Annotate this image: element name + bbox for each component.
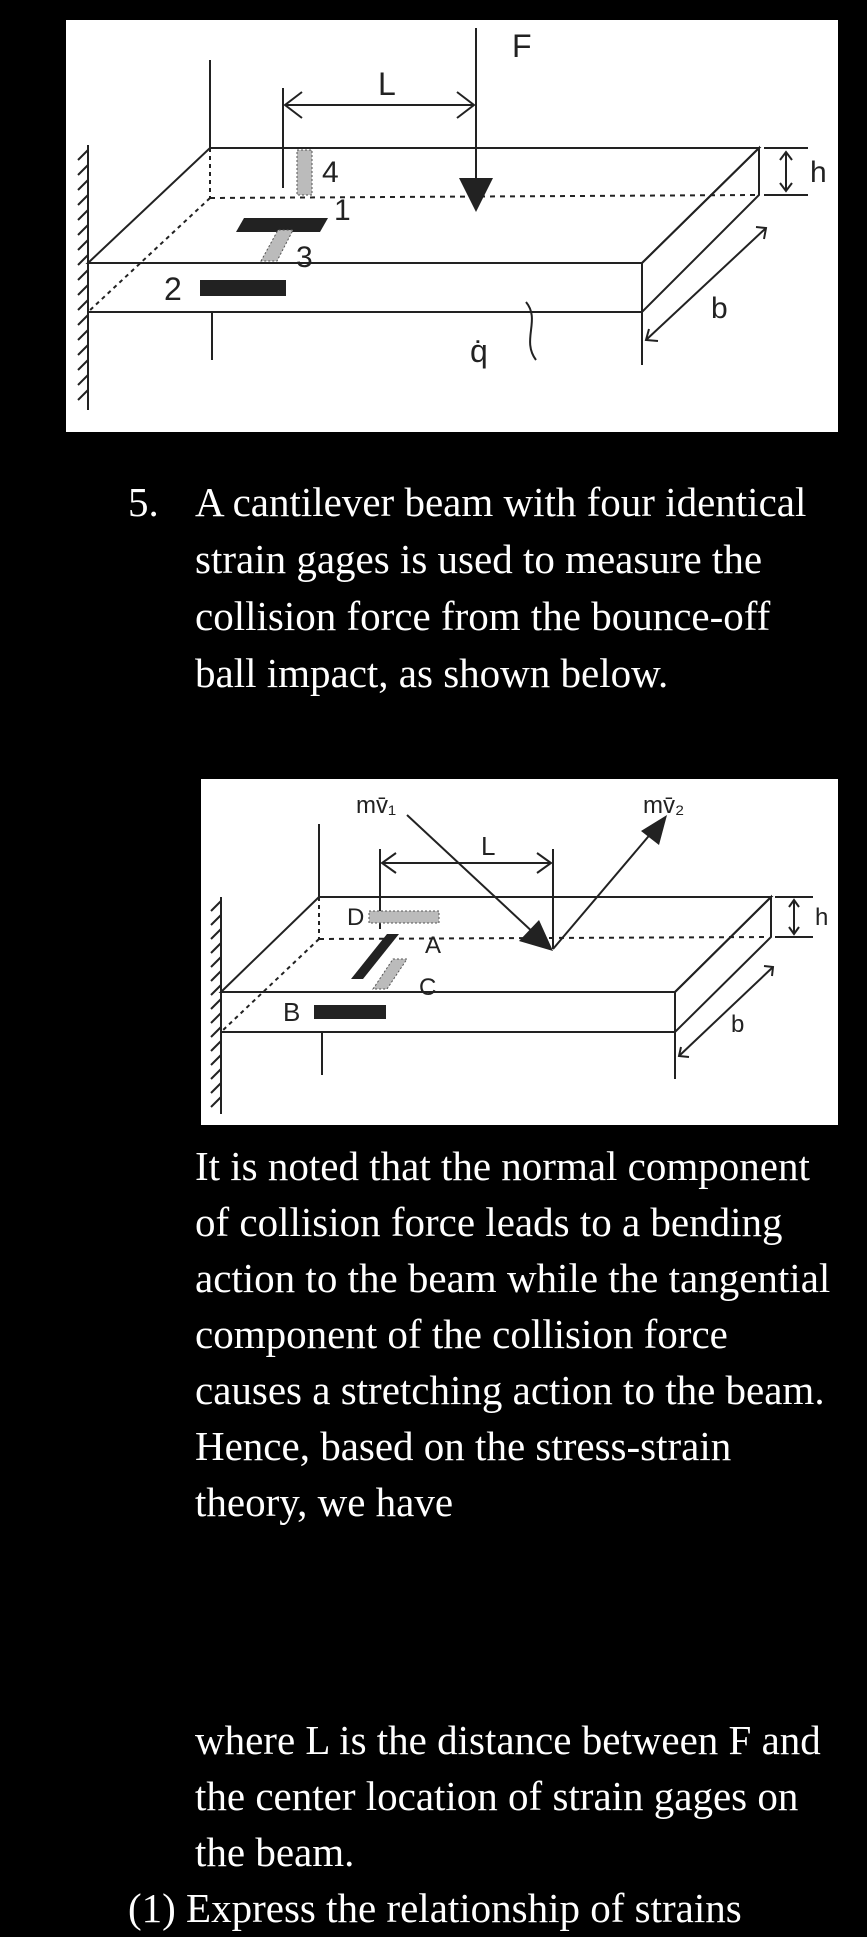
- length-label: L: [481, 831, 496, 861]
- dimension-h: [775, 897, 813, 937]
- question-intro: A cantilever beam with four identical strain gages is used to measure the collision force from the bounce-off ball impact, as shown below.: [195, 479, 807, 696]
- gage-a-label: A: [425, 932, 442, 959]
- ball-trajectory: [407, 815, 653, 949]
- wall-hatching: [78, 145, 88, 410]
- strain-gages: [200, 150, 328, 296]
- dimension-h: [764, 148, 808, 195]
- mv2-label: mv̄₂: [643, 792, 685, 819]
- gage-c-label: C: [419, 974, 437, 1001]
- gage-2-label: 2: [164, 271, 182, 307]
- width-label: b: [711, 292, 728, 325]
- length-label: L: [378, 66, 396, 102]
- figure-1-drawing: [66, 20, 838, 432]
- cantilever-figure-1: [66, 20, 838, 432]
- height-label: h: [810, 156, 827, 189]
- cantilever-figure-2: [201, 779, 838, 1125]
- gage-4-label: 4: [322, 156, 339, 189]
- strain-gages: [314, 911, 442, 1019]
- rate-arrow: [526, 302, 536, 360]
- mv1-label: mv̄₁: [356, 792, 397, 819]
- dimension-b: [679, 966, 773, 1057]
- question-where: where L is the distance between F and the center location of strain gages on the beam.: [195, 1717, 821, 1875]
- force-arrow: [459, 178, 493, 212]
- sub-question-1: (1) Express the relationship of strains: [128, 1885, 742, 1931]
- gage-3-label: 3: [296, 241, 313, 274]
- beam: [88, 28, 759, 365]
- question-body: It is noted that the normal component of collision force leads to a bending action to the beam while the tangential component of the collision force causes a stretching action to the beam. Hence, based on the stress-strain theory, we have: [195, 1143, 831, 1525]
- question-number: 5.: [128, 479, 159, 525]
- q-label: q̇: [470, 333, 488, 369]
- gage-d-label: D: [347, 904, 365, 931]
- dimension-b: [646, 227, 766, 341]
- force-label: F: [512, 28, 532, 64]
- height-label: h: [815, 904, 829, 931]
- gage-b-label: B: [283, 997, 301, 1027]
- gage-1-label: 1: [334, 194, 351, 227]
- figure-2-drawing: [201, 779, 838, 1125]
- wall-hatching: [211, 897, 221, 1114]
- width-label: b: [731, 1011, 745, 1038]
